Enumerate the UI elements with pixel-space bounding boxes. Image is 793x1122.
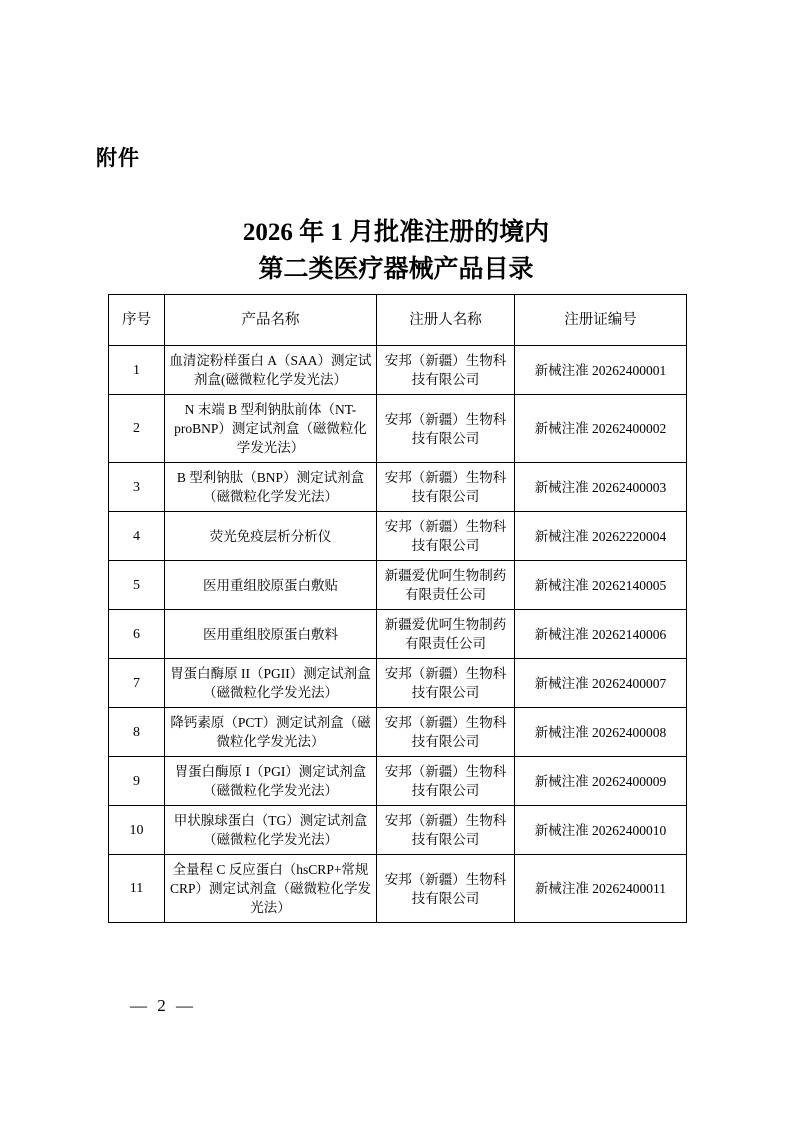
cell-certificate: 新械注准 20262400010 xyxy=(515,806,687,855)
attachment-label: 附件 xyxy=(96,147,140,170)
cell-registrant: 安邦（新疆）生物科技有限公司 xyxy=(377,806,515,855)
cell-certificate: 新械注准 20262400008 xyxy=(515,708,687,757)
cell-certificate: 新械注准 20262140005 xyxy=(515,561,687,610)
cell-registrant: 安邦（新疆）生物科技有限公司 xyxy=(377,757,515,806)
page-title-line-1: 2026 年 1 月批准注册的境内 xyxy=(242,219,550,246)
table-row xyxy=(109,659,687,708)
cell-registrant: 安邦（新疆）生物科技有限公司 xyxy=(377,659,515,708)
cell-registrant: 新疆爱优呵生物制药有限责任公司 xyxy=(377,610,515,659)
table-header-row xyxy=(109,295,687,346)
table-row xyxy=(109,346,687,395)
cell-no: 5 xyxy=(109,561,165,610)
cell-no: 3 xyxy=(109,463,165,512)
cell-certificate: 新械注准 20262220004 xyxy=(515,512,687,561)
cell-no: 8 xyxy=(109,708,165,757)
cell-product-name: B 型利钠肽（BNP）测定试剂盒（磁微粒化学发光法） xyxy=(165,463,377,512)
column-header-registrant: 注册人名称 xyxy=(377,295,515,346)
table-row xyxy=(109,512,687,561)
column-header-product-name: 产品名称 xyxy=(165,295,377,346)
product-catalog-table xyxy=(108,294,687,923)
cell-registrant: 新疆爱优呵生物制药有限责任公司 xyxy=(377,561,515,610)
cell-registrant: 安邦（新疆）生物科技有限公司 xyxy=(377,708,515,757)
cell-product-name: 医用重组胶原蛋白敷贴 xyxy=(165,561,377,610)
cell-no: 4 xyxy=(109,512,165,561)
table-row xyxy=(109,561,687,610)
cell-certificate: 新械注准 20262400011 xyxy=(515,855,687,923)
cell-no: 2 xyxy=(109,395,165,463)
cell-registrant: 安邦（新疆）生物科技有限公司 xyxy=(377,395,515,463)
table-row xyxy=(109,855,687,923)
page-title xyxy=(96,214,696,288)
table-row xyxy=(109,395,687,463)
table-row xyxy=(109,806,687,855)
cell-certificate: 新械注准 20262400009 xyxy=(515,757,687,806)
table-row xyxy=(109,757,687,806)
cell-product-name: 全量程 C 反应蛋白（hsCRP+常规 CRP）测定试剂盒（磁微粒化学发光法） xyxy=(165,855,377,923)
cell-certificate: 新械注准 20262400007 xyxy=(515,659,687,708)
cell-product-name: N 末端 B 型利钠肽前体（NT-proBNP）测定试剂盒（磁微粒化学发光法） xyxy=(165,395,377,463)
cell-product-name: 血清淀粉样蛋白 A（SAA）测定试剂盒(磁微粒化学发光法） xyxy=(165,346,377,395)
cell-registrant: 安邦（新疆）生物科技有限公司 xyxy=(377,855,515,923)
cell-no: 1 xyxy=(109,346,165,395)
page-number: — 2 — xyxy=(130,996,196,1015)
cell-product-name: 荧光免疫层析分析仪 xyxy=(165,512,377,561)
cell-no: 6 xyxy=(109,610,165,659)
cell-no: 9 xyxy=(109,757,165,806)
cell-product-name: 医用重组胶原蛋白敷料 xyxy=(165,610,377,659)
cell-product-name: 降钙素原（PCT）测定试剂盒（磁微粒化学发光法） xyxy=(165,708,377,757)
table-row xyxy=(109,610,687,659)
column-header-certificate: 注册证编号 xyxy=(515,295,687,346)
cell-product-name: 胃蛋白酶原 II（PGII）测定试剂盒（磁微粒化学发光法） xyxy=(165,659,377,708)
column-header-no: 序号 xyxy=(109,295,165,346)
cell-certificate: 新械注准 20262400003 xyxy=(515,463,687,512)
cell-registrant: 安邦（新疆）生物科技有限公司 xyxy=(377,463,515,512)
cell-no: 11 xyxy=(109,855,165,923)
table-row xyxy=(109,708,687,757)
cell-no: 7 xyxy=(109,659,165,708)
cell-certificate: 新械注准 20262400001 xyxy=(515,346,687,395)
table-row xyxy=(109,463,687,512)
cell-no: 10 xyxy=(109,806,165,855)
cell-certificate: 新械注准 20262140006 xyxy=(515,610,687,659)
cell-certificate: 新械注准 20262400002 xyxy=(515,395,687,463)
cell-product-name: 胃蛋白酶原 I（PGI）测定试剂盒（磁微粒化学发光法） xyxy=(165,757,377,806)
page-title-line-2: 第二类医疗器械产品目录 xyxy=(258,256,534,283)
cell-product-name: 甲状腺球蛋白（TG）测定试剂盒（磁微粒化学发光法） xyxy=(165,806,377,855)
cell-registrant: 安邦（新疆）生物科技有限公司 xyxy=(377,346,515,395)
cell-registrant: 安邦（新疆）生物科技有限公司 xyxy=(377,512,515,561)
